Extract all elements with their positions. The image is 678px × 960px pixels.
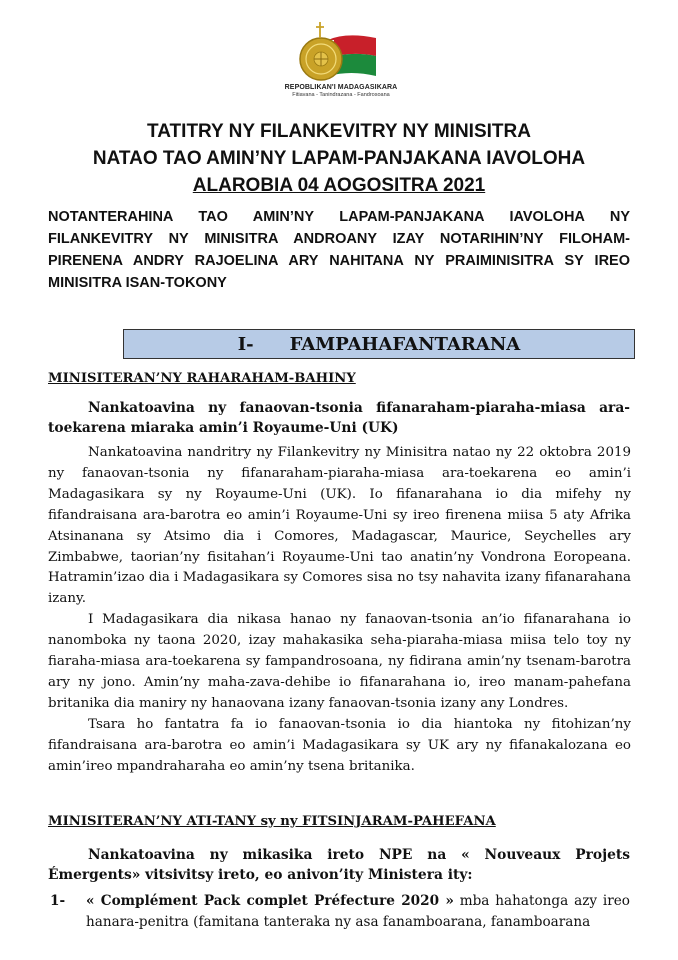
section-title: FAMPAHAFANTARANA xyxy=(289,333,521,355)
list-item xyxy=(50,891,630,933)
logo-motto: Fitiavana - Tanindrazana - Fandrosoana xyxy=(292,92,390,98)
list-item-number: 1- xyxy=(50,893,66,909)
paragraph: I Madagasikara dia nikasa hanao ny fanaovan-tsonia an’io fifanarahana io nanomboka ny taona 2020, izay mahakasika seha-piaraha-miasa miisa telo toy ny fiaraha-miasa ara-toekarena sy fampandrosoana, ny fidirana amin’ny tsenam-barotra ary ny jono. Amin’ny maha-zava-dehibe io fifanarahana io, ireo manam-pahefana britanika dia maniry ny hanaovana izany fanaovan-tsonia izany any Londres. xyxy=(48,612,631,711)
decision-lead-1: Nankatoavina ny fanaovan-tsonia fifanaraham-piaraha-miasa ara-toekarena miaraka amin’i Royaume-Uni (UK) xyxy=(48,400,630,436)
ministry-heading-land: MINISITERAN’NY ATI-TANY sy ny FITSINJARAM-PAHEFANA xyxy=(48,814,496,829)
republic-logo xyxy=(276,18,406,104)
decision-lead-2: Nankatoavina ny mikasika ireto NPE na « Nouveaux Projets Émergents» vitsivitsy ireto, eo anivon’ity Ministera ity: xyxy=(48,847,630,883)
section-number: I- xyxy=(237,333,254,355)
report-date: ALAROBIA 04 AOGOSITRA 2021 xyxy=(192,175,486,196)
list-item-label: « Complément Pack complet Préfecture 2020 » xyxy=(86,893,454,909)
report-subtitle: NOTANTERAHINA TAO AMIN’NY LAPAM-PANJAKANA IAVOLOHA NY FILANKEVITRY NY MINISITRA ANDROANY IZAY NOTARIHIN’NY FILOHAM-PIRENENA ANDRY RAJOELINA ARY NAHITANA NY PRAIMINISITRA SY IREO MINISITRA ISAN-TOKONY xyxy=(48,209,630,291)
section-heading xyxy=(123,329,635,359)
flag-seal-icon xyxy=(276,18,406,84)
gold-seal-icon xyxy=(300,38,342,80)
title-line-1: TATITRY NY FILANKEVITRY NY MINISITRA xyxy=(147,121,531,142)
logo-name: REPOBLIKAN'I MADAGASIKARA xyxy=(284,84,398,91)
list-item-text: mba hahatonga azy ireo hanara-penitra (famitana tanteraka ny asa fanamboarana, fanamboarana xyxy=(86,893,630,930)
ministry-heading-foreign-affairs: MINISITERAN’NY RAHARAHAM-BAHINY xyxy=(48,371,356,386)
title-line-2: NATAO TAO AMIN’NY LAPAM-PANJAKANA IAVOLOHA xyxy=(92,148,586,169)
report-title xyxy=(40,118,638,199)
paragraph: Nankatoavina nandritry ny Filankevitry ny Minisitra natao ny 22 oktobra 2019 ny fanaovan-tsonia ny fifanaraham-piaraha-miasa ara-toekarena eo amin’i Madagasikara sy ny Royaume-Uni (UK). Io fifanarahana io dia mifehy ny fifandraisana ara-barotra eo amin’i Royaume-Uni sy ireo firenena miisa 5 aty Afrika Atsinanana sy Atsimo dia i Comores, Madagascar, Maurice, Seychelles ary Zimbabwe, taorian’ny fisitahan’i Royaume-Uni tao anatin’ny Vondrona Eoropeana. Hatramin’izao dia i Madagasikara sy Comores sisa no tsy nahavita izany fifanarahana izany. xyxy=(48,445,631,607)
body-paragraphs xyxy=(48,443,631,778)
paragraph: Tsara ho fantatra fa io fanaovan-tsonia io dia hiantoka ny fitohizan’ny fifandraisana ara-barotra eo amin’i Madagasikara sy UK ary ny fifanakalozana eo amin’ireo mpandraharaha eo amin’ny tsena britanika. xyxy=(48,716,631,774)
